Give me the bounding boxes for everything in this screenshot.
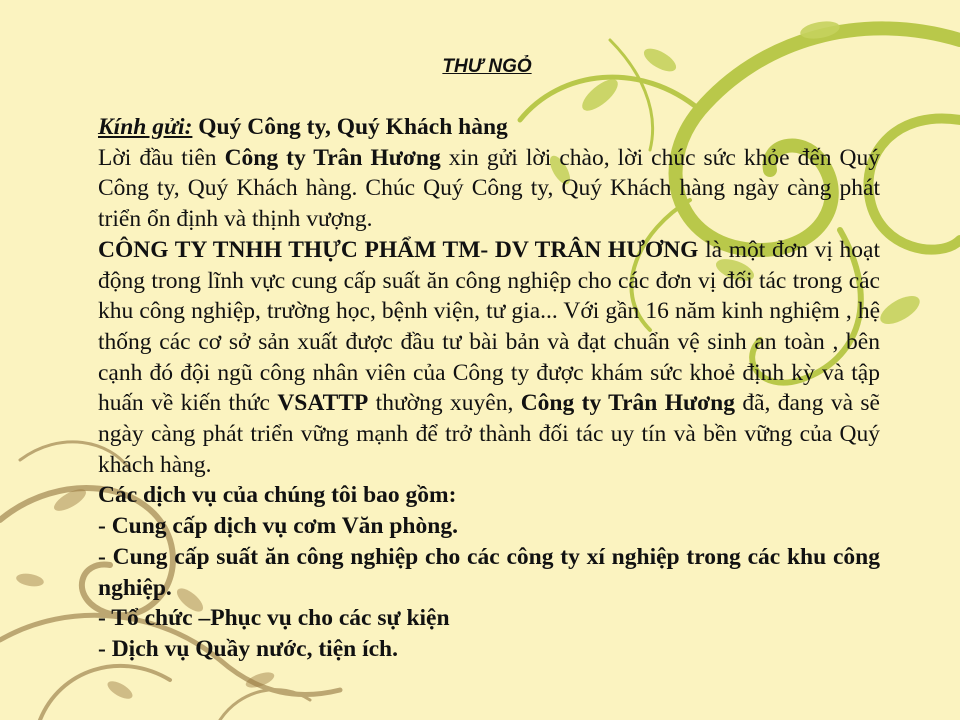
service-item: - Cung cấp dịch vụ cơm Văn phòng. — [98, 513, 458, 540]
company-short-name: Công ty Trân Hương — [520, 390, 735, 417]
service-item: - Tổ chức –Phục vụ cho các sự kiện — [98, 605, 450, 632]
greeting-line — [98, 112, 880, 143]
about-text-2: thường xuyên, — [368, 390, 521, 417]
about-text-3: đã, đang và sẽ ngày càng phát triển vững mạnh để trở thành đối tác uy tín và bền vững của Quý khách hàng. — [98, 390, 880, 478]
intro-text-rest: xin gửi lời chào, lời chúc sức khỏe đến Quý Công ty, Quý Khách hàng. Chúc Quý Công ty, Quý Khách hàng ngày càng phát triển ổn định và thịnh vượng. — [98, 144, 880, 233]
about-paragraph — [98, 235, 880, 481]
about-text-1: là một đơn vị hoạt động trong lĩnh vực cung cấp suất ăn công nghiệp cho các đơn vị đối tác trong các khu công nghiệp, trường học, bệnh viện, tư gia... Với gần 16 năm kinh nghiệm , hệ thống các cơ sở sản xuất được đầu tư bài bản và đạt chuẩn vệ sinh an toàn , bên cạnh đó đội ngũ công nhân viên của Công ty được khám sức khoẻ định kỳ và tập huấn về kiến thức — [98, 236, 880, 417]
vsattp-term: VSATTP — [277, 390, 369, 417]
greeting-label: Kính gửi: — [98, 114, 193, 140]
service-item: - Cung cấp suất ăn công nghiệp cho các công ty xí nghiệp trong các khu công nghiệp. — [98, 543, 880, 601]
service-item: - Dịch vụ Quầy nước, tiện ích. — [98, 635, 398, 662]
letter-body — [98, 112, 880, 665]
greeting-recipient: Quý Công ty, Quý Khách hàng — [192, 114, 508, 140]
services-heading: Các dịch vụ của chúng tôi bao gồm: — [98, 482, 457, 509]
intro-company: Công ty Trân Hương — [224, 144, 441, 171]
intro-paragraph — [98, 143, 880, 235]
company-full-name: CÔNG TY TNHH THỰC PHẨM TM- DV TRÂN HƯƠNG — [98, 236, 699, 263]
intro-text: Lời đầu tiên — [98, 144, 225, 171]
letter-title: THƯ NGỎ — [442, 56, 532, 77]
